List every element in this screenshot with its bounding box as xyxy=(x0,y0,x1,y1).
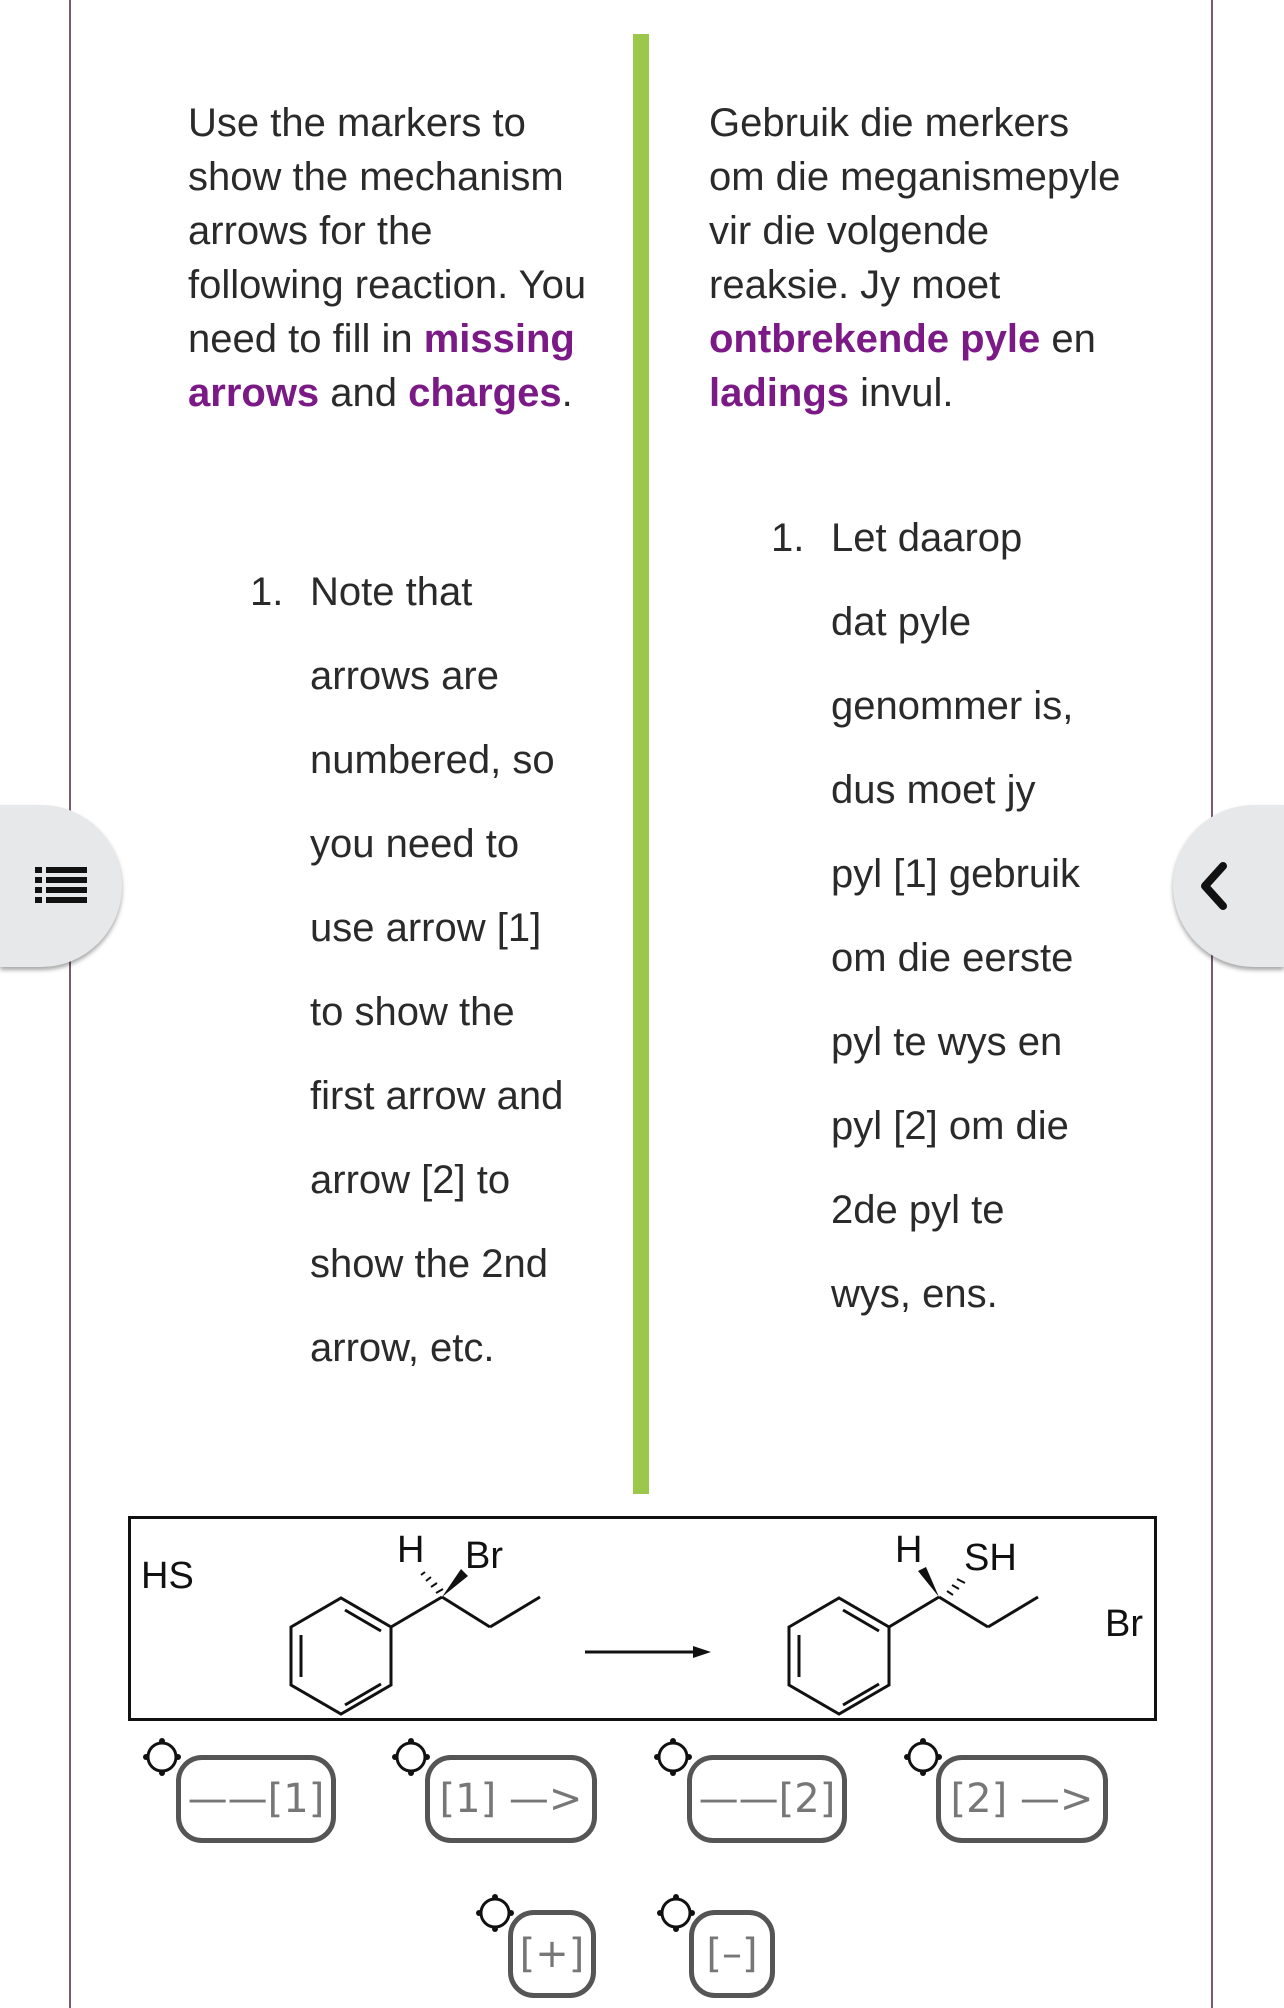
note-line: arrow, etc. xyxy=(310,1326,495,1370)
english-intro: Use the markers to show the mechanism arrows for the following reaction. You need to fill in missing arrows and charges. xyxy=(188,101,587,415)
note-line: you need to xyxy=(310,822,520,866)
reactant-wedge-bond xyxy=(442,1569,468,1597)
highlight-charges: charges xyxy=(408,371,562,415)
note-line: to show the xyxy=(310,990,515,1034)
afrikaans-instructions xyxy=(709,96,1129,420)
highlight-ontbrekende-pyle: ontbrekende pyle xyxy=(709,317,1041,361)
note-text xyxy=(831,496,1161,1336)
note-line: om die eerste xyxy=(831,936,1074,980)
afrikaans-intro: Gebruik die merkers om die meganismepyle vir die volgende reaksie. Jy moet ontbrekende pyle en ladings invul. xyxy=(709,101,1121,415)
note-line: first arrow and xyxy=(310,1074,564,1118)
reactant-h-label: H xyxy=(397,1529,425,1571)
english-instructions xyxy=(188,96,588,420)
note-line: 2de pyl te xyxy=(831,1188,1005,1232)
note-line: numbered, so xyxy=(310,738,555,782)
product-molecule xyxy=(789,1579,1038,1714)
byproduct-br-label: Br xyxy=(1105,1603,1143,1645)
arrow-head-1-marker[interactable]: [1] —> xyxy=(425,1755,597,1843)
note-line: pyl [1] gebruik xyxy=(831,852,1081,896)
note-line: genommer is, xyxy=(831,684,1074,728)
reaction-arrow xyxy=(585,1646,711,1658)
chevron-left-icon xyxy=(1197,861,1231,911)
product-sh-label: SH xyxy=(964,1537,1017,1579)
highlight-ladings: ladings xyxy=(709,371,850,415)
arrow-tail-1-marker[interactable]: ——[1] xyxy=(176,1755,336,1843)
arrow-head-2-marker[interactable]: [2] —> xyxy=(936,1755,1108,1843)
note-line: pyl [2] om die xyxy=(831,1104,1069,1148)
arrow-tail-2-marker[interactable]: ——[2] xyxy=(687,1755,847,1843)
note-number: 1. xyxy=(250,570,284,614)
reaction-structures xyxy=(131,1519,1154,1718)
note-line: arrow [2] to xyxy=(310,1158,511,1202)
note-line: Let daarop xyxy=(831,516,1023,560)
negative-charge-marker[interactable]: [–] xyxy=(689,1910,775,1998)
positive-charge-marker[interactable]: [+] xyxy=(508,1910,596,1998)
note-line: dat pyle xyxy=(831,600,972,644)
reactant-molecule xyxy=(291,1572,540,1714)
note-line: dus moet jy xyxy=(831,768,1036,812)
note-line: use arrow [1] xyxy=(310,906,542,950)
note-line: show the 2nd xyxy=(310,1242,548,1286)
reaction-scheme xyxy=(128,1516,1157,1721)
note-number: 1. xyxy=(771,516,805,560)
highlight-missing-arrows: missing arrows xyxy=(188,317,575,415)
product-wedge-bond xyxy=(918,1567,939,1597)
note-line: pyl te wys en xyxy=(831,1020,1063,1064)
reactant-br-label: Br xyxy=(465,1535,503,1577)
note-text xyxy=(310,550,640,1390)
note-line: wys, ens. xyxy=(831,1272,998,1316)
note-line: arrows are xyxy=(310,654,499,698)
product-h-label: H xyxy=(895,1529,923,1571)
note-line: Note that xyxy=(310,570,473,614)
list-icon xyxy=(35,865,87,907)
reagent-label: HS xyxy=(141,1555,194,1597)
